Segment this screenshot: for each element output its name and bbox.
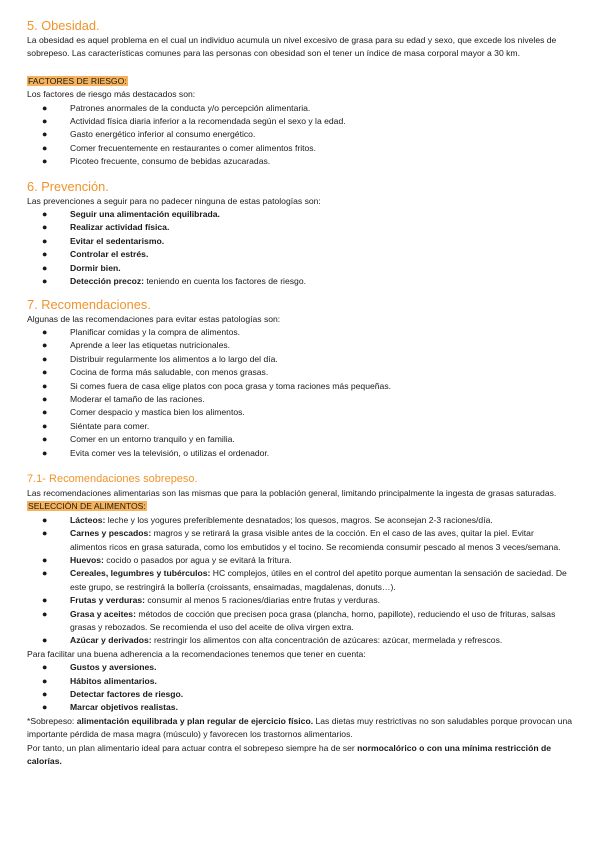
bullet-icon: ● <box>42 326 48 337</box>
adherence-list <box>27 661 572 715</box>
section-prevencion <box>27 179 572 289</box>
list-item: ● Cocina de forma más saludable, con menos grasas. <box>27 366 572 379</box>
bullet-icon: ● <box>42 608 48 619</box>
list-item: ● Siéntate para comer. <box>27 420 572 433</box>
list-item: ● Seguir una alimentación equilibrada. <box>27 208 572 221</box>
list-item: ● Comer en un entorno tranquilo y en familia. <box>27 433 572 446</box>
recomendaciones-list <box>27 326 572 460</box>
bullet-icon: ● <box>42 447 48 458</box>
bullet-icon: ● <box>42 116 48 127</box>
list-item: ● Distribuir regularmente los alimentos a lo largo del día. <box>27 353 572 366</box>
sobrepeso-note: *Sobrepeso: alimentación equilibrada y plan regular de ejercicio físico. Las dietas muy restrictivas no son saludables porque provocan una importante pérdida de masa magra (músculo) y favorecen los trastornos alimentarios. <box>27 715 573 740</box>
list-item: ● Si comes fuera de casa elige platos con poca grasa y toma raciones más pequeñas. <box>27 380 572 393</box>
list-item: ● Evita comer ves la televisión, o utilizas el ordenador. <box>27 447 572 460</box>
bullet-icon: ● <box>42 662 48 673</box>
bullet-icon: ● <box>42 702 48 713</box>
list-item: ● Comer despacio y mastica bien los alimentos. <box>27 406 572 419</box>
list-item: ● Carnes y pescados: magros y se retirará la grasa visible antes de la cocción. En el caso de las aves, quitar la piel. Evitar alimentos ricos en grasa saturada, como los embutidos y el tocino. Se recomienda consumir pescado al menos 3 veces/semana. <box>42 528 561 552</box>
list-item: ● Dormir bien. <box>27 262 572 275</box>
list-item: ● Detección precoz: teniendo en cuenta los factores de riesgo. <box>27 275 572 288</box>
risk-factors-list <box>27 102 572 169</box>
obesidad-intro: La obesidad es aquel problema en el cual un individuo acumula un nivel excesivo de grasa para su edad y sexo, que excede los niveles de sobrepeso. Las características comunes para las personas con obesidad son el tener un índice de masa corporal mayor a 30 km. <box>27 35 557 59</box>
bullet-icon: ● <box>42 689 48 700</box>
list-item: ● Realizar actividad física. <box>27 221 572 234</box>
bullet-icon: ● <box>42 156 48 167</box>
bullet-icon: ● <box>42 434 48 445</box>
list-item: ● Moderar el tamaño de las raciones. <box>27 393 572 406</box>
bullet-icon: ● <box>42 528 48 539</box>
list-item: ● Actividad física diaria inferior a la recomendada según el sexo y la edad. <box>27 115 572 128</box>
list-item: ● Marcar objetivos realistas. <box>27 701 572 714</box>
bullet-icon: ● <box>42 635 48 646</box>
section-obesidad <box>27 18 572 169</box>
prevencion-list <box>27 208 572 288</box>
list-item: ● Evitar el sedentarismo. <box>27 235 572 248</box>
list-item: ● Grasa y aceites: métodos de cocción que precisen poca grasa (plancha, horno, papillote), reduciendo el uso de frituras, salsas grasas y rebozados. Se recomienda el uso del aceite de oliva virgen extra. <box>42 608 556 633</box>
sobrepeso-intro: Las recomendaciones alimentarias son las mismas que para la población general, limitando principalmente la ingesta de grasas saturadas. <box>27 487 557 498</box>
list-item: ● Cereales, legumbres y tubérculos: HC complejos, útiles en el control del apetito porque aumentan la sensación de saciedad. De este grupo, se restringirá la bollería (croissants, ensaimadas, magdalenas, donuts…). <box>42 568 567 592</box>
bullet-icon: ● <box>42 276 48 287</box>
bullet-icon: ● <box>42 235 48 246</box>
list-item: ● Gustos y aversiones. <box>27 661 572 674</box>
list-item: ● Controlar el estrés. <box>27 248 572 261</box>
section-title-recomendaciones: 7. Recomendaciones. <box>27 296 151 312</box>
section-recomendaciones-sobrepeso <box>27 472 572 769</box>
risk-factors-intro: Los factores de riesgo más destacados son: <box>27 89 196 100</box>
bullet-icon: ● <box>42 595 48 606</box>
bullet-icon: ● <box>42 407 48 418</box>
bullet-icon: ● <box>42 222 48 233</box>
bullet-icon: ● <box>42 102 48 113</box>
bullet-icon: ● <box>42 367 48 378</box>
list-item: ● Hábitos alimentarios. <box>27 675 572 688</box>
section-recomendaciones <box>27 297 572 460</box>
selection-list <box>27 514 572 648</box>
section-title-prevencion: 6. Prevención. <box>27 178 109 194</box>
bullet-icon: ● <box>42 420 48 431</box>
bullet-icon: ● <box>42 129 48 140</box>
bullet-icon: ● <box>42 142 48 153</box>
list-item: ● Detectar factores de riesgo. <box>27 688 572 701</box>
bullet-icon: ● <box>42 209 48 220</box>
bullet-icon: ● <box>42 568 48 579</box>
prevencion-intro: Las prevenciones a seguir para no padecer ninguna de estas patologías son: <box>27 195 321 206</box>
bullet-icon: ● <box>42 675 48 686</box>
list-item: ● Picoteo frecuente, consumo de bebidas azucaradas. <box>27 155 572 168</box>
list-item: ● Comer frecuentemente en restaurantes o comer alimentos fritos. <box>27 142 572 155</box>
list-item: ● Planificar comidas y la compra de alimentos. <box>27 326 572 339</box>
section-title-obesidad: 5. Obesidad. <box>27 18 100 33</box>
bullet-icon: ● <box>42 555 48 565</box>
risk-factors-label: FACTORES DE RIESGO: <box>28 75 127 86</box>
list-item: ● Gasto energético inferior al consumo energético. <box>27 128 572 141</box>
bullet-icon: ● <box>42 393 48 404</box>
list-item: ● Aprende a leer las etiquetas nutricionales. <box>27 339 572 352</box>
bullet-icon: ● <box>42 340 48 351</box>
list-item: ● Frutas y verduras: consumir al menos 5 raciones/diarias entre frutas y verduras. <box>27 594 572 607</box>
list-item: ● Huevos: cocido o pasados por agua y se evitará la fritura. <box>27 554 572 567</box>
recomendaciones-intro: Algunas de las recomendaciones para evitar estas patologías son: <box>27 313 281 324</box>
bullet-icon: ● <box>42 249 48 260</box>
selection-label: SELECCIÓN DE ALIMENTOS: <box>28 501 146 512</box>
section-title-sobrepeso: 7.1- Recomendaciones sobrepeso. <box>27 472 198 485</box>
list-item: ● Azúcar y derivados: restringir los alimentos con alta concentración de azúcares: azúcar, mermelada y refrescos. <box>27 634 572 647</box>
bullet-icon: ● <box>42 514 48 525</box>
bullet-icon: ● <box>42 353 48 364</box>
bullet-icon: ● <box>42 380 48 391</box>
sobrepeso-conclusion: Por tanto, un plan alimentario ideal para actuar contra el sobrepeso siempre ha de ser normocalórico o con una mínima restricción de calorías. <box>27 742 551 767</box>
bullet-icon: ● <box>42 262 48 273</box>
adherence-intro: Para facilitar una buena adherencia a la recomendaciones tenemos que tener en cuenta: <box>27 648 366 659</box>
list-item: ● Lácteos: leche y los yogures preferiblemente desnatados; los quesos, magros. Se aconsejan 2-3 raciones/día. <box>27 514 572 527</box>
list-item: ● Patrones anormales de la conducta y/o percepción alimentaria. <box>27 102 572 115</box>
